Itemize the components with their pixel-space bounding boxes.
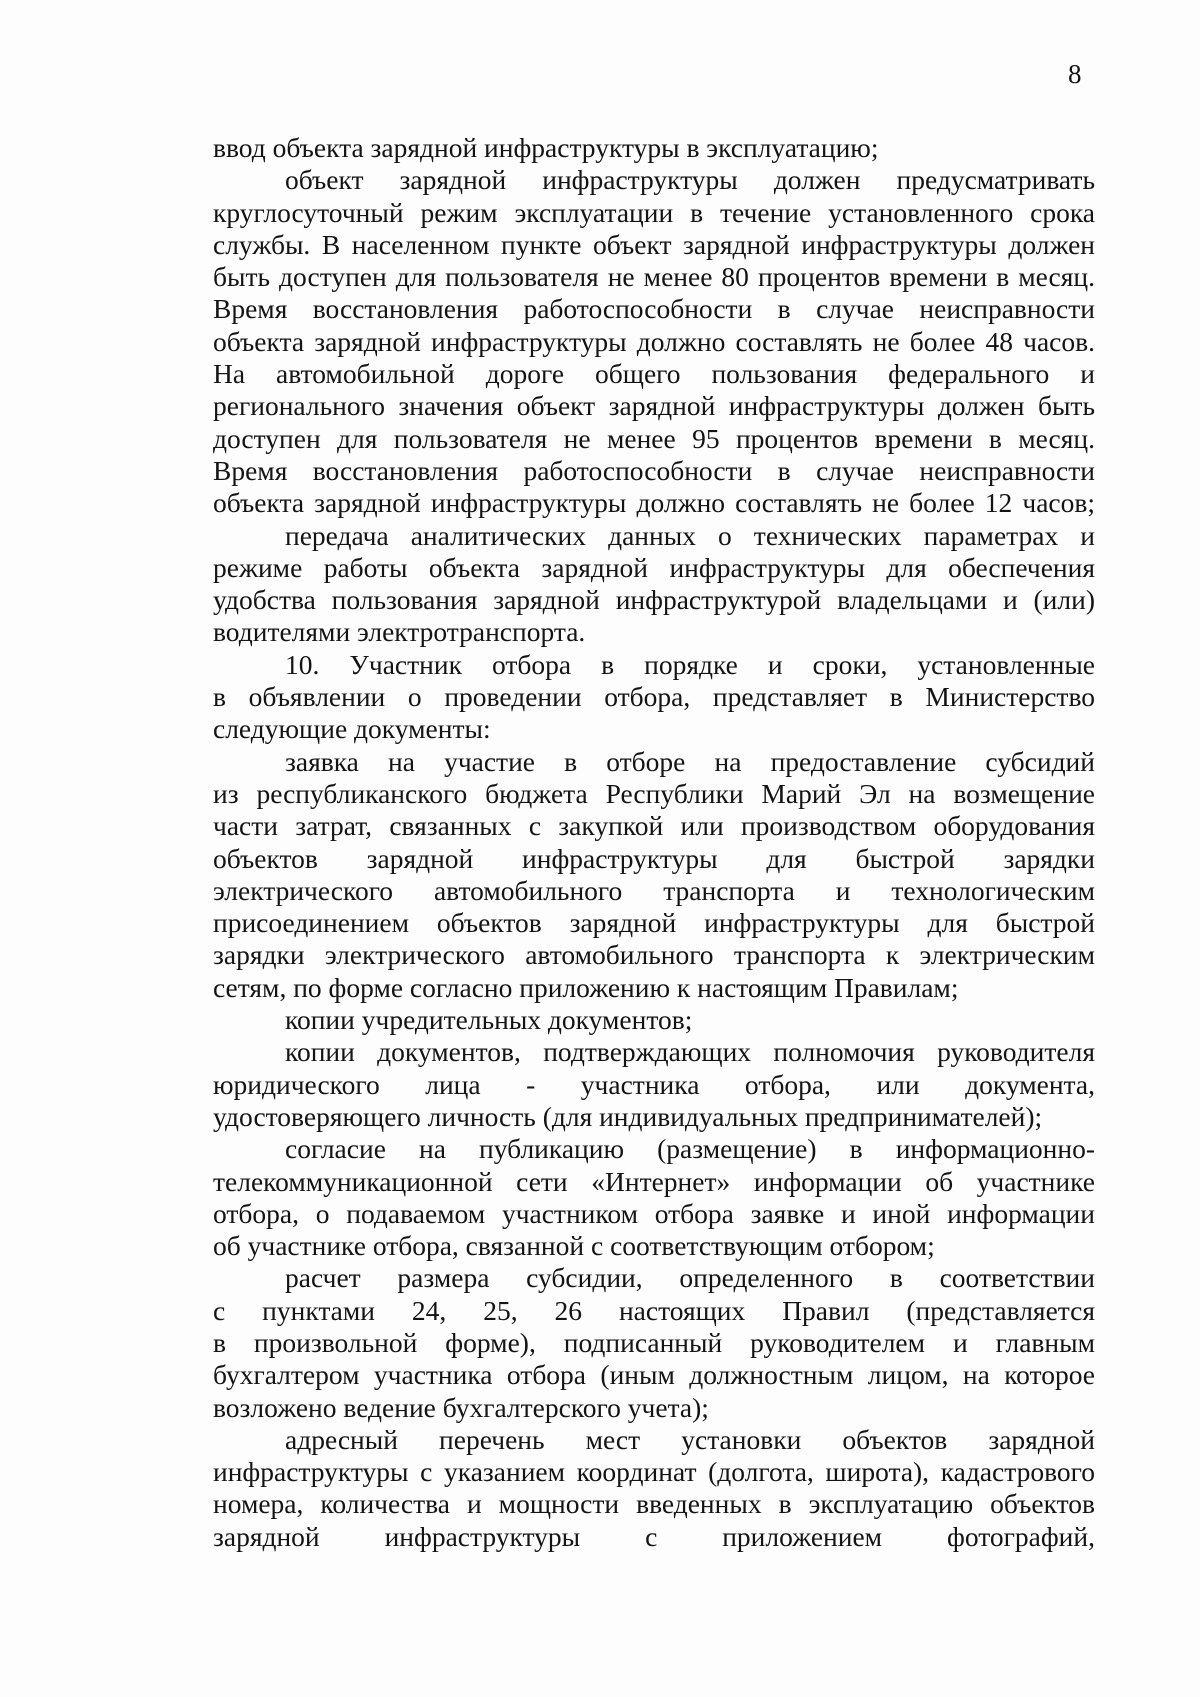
text-line: Время восстановления работоспособности в случае неисправности bbox=[213, 454, 1095, 486]
text-line: зарядки электрического автомобильного транспорта к электрическим bbox=[213, 939, 1095, 971]
text-line: объекта зарядной инфраструктуры должно составлять не более 48 часов. bbox=[213, 325, 1095, 357]
text-line: телекоммуникационной сети «Интернет» информации об участнике bbox=[213, 1165, 1095, 1197]
text-line: удобства пользования зарядной инфраструктурой владельцами и (или) bbox=[213, 584, 1095, 616]
text-line: объектов зарядной инфраструктуры для быстрой зарядки bbox=[213, 842, 1095, 874]
text-line: электрического автомобильного транспорта и технологическим bbox=[213, 874, 1095, 906]
text-line: заявка на участие в отборе на предоставление субсидий bbox=[285, 745, 1095, 777]
text-line: объект зарядной инфраструктуры должен предусматривать bbox=[285, 164, 1095, 196]
text-line: доступен для пользователя не менее 95 процентов времени в месяц. bbox=[213, 422, 1095, 454]
text-line: водителями электротранспорта. bbox=[213, 616, 586, 648]
text-line: бухгалтером участника отбора (иным должностным лицом, на которое bbox=[213, 1359, 1095, 1391]
text-line: передача аналитических данных о технических параметрах и bbox=[285, 519, 1095, 551]
text-line: 10. Участник отбора в порядке и сроки, установленные bbox=[285, 648, 1095, 680]
text-line: следующие документы: bbox=[213, 713, 491, 745]
text-line: из республиканского бюджета Республики Марий Эл на возмещение bbox=[213, 777, 1095, 809]
text-line: На автомобильной дороге общего пользования федерального и bbox=[213, 358, 1095, 390]
text-line: удостоверяющего личность (для индивидуальных предпринимателей); bbox=[213, 1100, 1043, 1132]
document-body bbox=[213, 132, 1095, 1553]
text-line: присоединением объектов зарядной инфраструктуры для быстрой bbox=[213, 907, 1095, 939]
page-number: 8 bbox=[1068, 59, 1082, 89]
text-line: ввод объекта зарядной инфраструктуры в эксплуатацию; bbox=[213, 132, 879, 163]
text-line: быть доступен для пользователя не менее 80 процентов времени в месяц. bbox=[213, 261, 1095, 293]
text-line: адресный перечень мест установки объектов зарядной bbox=[285, 1423, 1095, 1455]
text-line: согласие на публикацию (размещение) в информационно- bbox=[285, 1133, 1095, 1165]
text-line: копии документов, подтверждающих полномочия руководителя bbox=[285, 1036, 1095, 1068]
text-line: расчет размера субсидии, определенного в соответствии bbox=[285, 1262, 1095, 1294]
text-line: объекта зарядной инфраструктуры должно составлять не более 12 часов; bbox=[213, 487, 1095, 519]
text-line: номера, количества и мощности введенных в эксплуатацию объектов bbox=[213, 1488, 1095, 1520]
text-line: в объявлении о проведении отбора, представляет в Министерство bbox=[213, 681, 1095, 713]
text-line: возложено ведение бухгалтерского учета); bbox=[213, 1391, 709, 1423]
text-line: инфраструктуры с указанием координат (долгота, широта), кадастрового bbox=[213, 1456, 1095, 1488]
text-line: копии учредительных документов; bbox=[285, 1004, 693, 1036]
text-line: зарядной инфраструктуры с приложением фотографий, bbox=[213, 1520, 1095, 1552]
text-line: с пунктами 24, 25, 26 настоящих Правил (представляется bbox=[213, 1294, 1095, 1326]
text-line: регионального значения объект зарядной инфраструктуры должен быть bbox=[213, 390, 1095, 422]
text-line: в произвольной форме), подписанный руководителем и главным bbox=[213, 1326, 1095, 1358]
text-line: юридического лица - участника отбора, или документа, bbox=[213, 1068, 1095, 1100]
text-line: круглосуточный режим эксплуатации в течение установленного срока bbox=[213, 196, 1095, 228]
text-line: Время восстановления работоспособности в случае неисправности bbox=[213, 293, 1095, 325]
text-line: сетям, по форме согласно приложению к настоящим Правилам; bbox=[213, 971, 959, 1003]
text-line: об участнике отбора, связанной с соответствующим отбором; bbox=[213, 1230, 935, 1262]
text-line: режиме работы объекта зарядной инфраструктуры для обеспечения bbox=[213, 551, 1095, 583]
text-line: части затрат, связанных с закупкой или производством оборудования bbox=[213, 810, 1095, 842]
text-line: отбора, о подаваемом участником отбора заявке и иной информации bbox=[213, 1197, 1095, 1229]
text-line: службы. В населенном пункте объект зарядной инфраструктуры должен bbox=[213, 228, 1095, 260]
